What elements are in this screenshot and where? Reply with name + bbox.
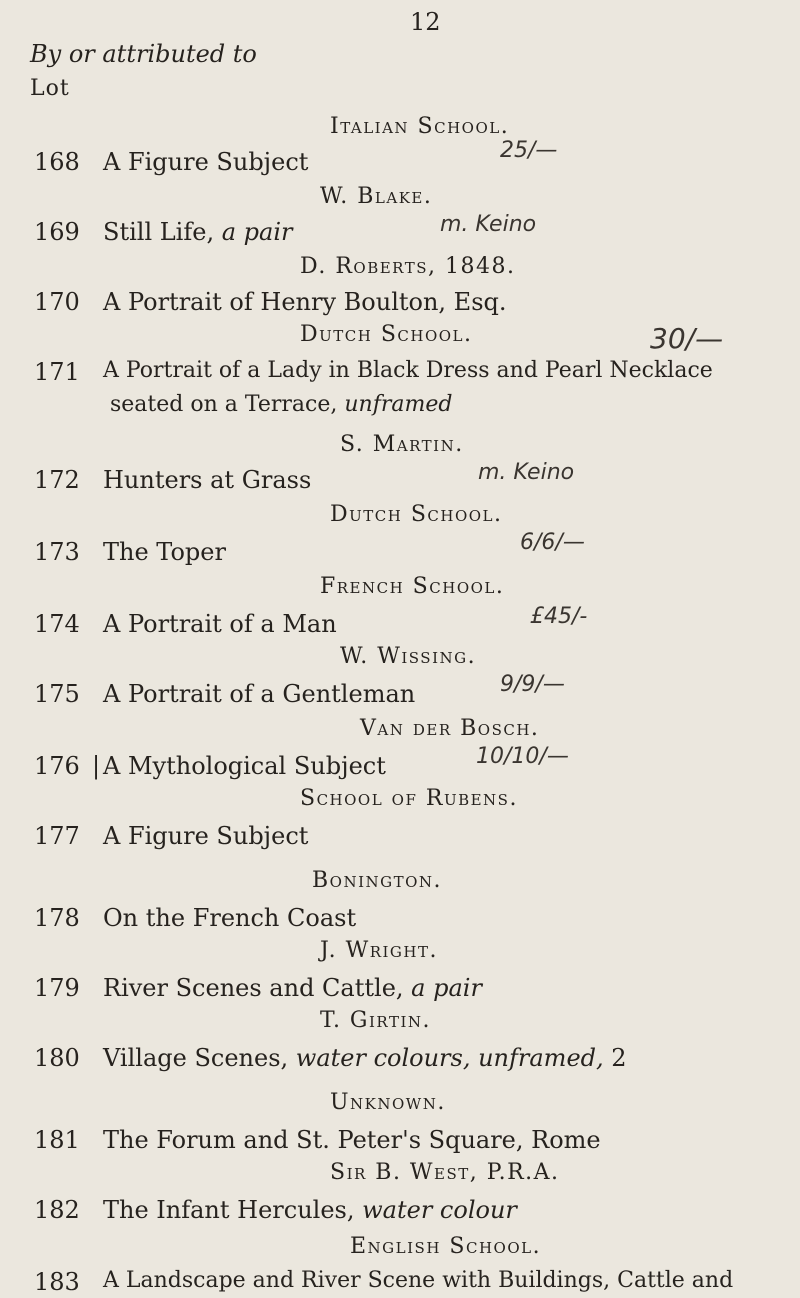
lot-description: A Portrait of a Gentleman (103, 680, 416, 708)
handwritten-price: 25/— (500, 138, 558, 163)
lot-description: On the French Coast (103, 904, 357, 932)
section-header: By or attributed to (30, 40, 257, 68)
artist-name: Van der Bosch. (360, 716, 540, 741)
lot-number: 169 (34, 218, 80, 246)
lot-number: 181 (34, 1126, 80, 1154)
lot-column-header: Lot (30, 76, 70, 101)
lot-description: A Portrait of a Lady in Black Dress and Pearl Necklace (103, 358, 713, 383)
artist-name: English School. (350, 1234, 542, 1259)
artist-name: W. Blake. (320, 184, 433, 209)
lot-description: The Infant Hercules, water colour (103, 1196, 517, 1224)
lot-number: 175 (34, 680, 80, 708)
lot-description: A Mythological Subject (103, 752, 386, 780)
handwritten-price: 10/10/— (476, 744, 569, 769)
artist-name: W. Wissing. (340, 644, 477, 669)
lot-description: A Landscape and River Scene with Buildings, Cattle and (103, 1268, 734, 1293)
lot-description: A Portrait of a Man (103, 610, 337, 638)
handwritten-price: 30/— (650, 322, 724, 355)
lot-number: 172 (34, 466, 80, 494)
artist-name: D. Roberts, 1848. (300, 254, 516, 279)
lot-number: 180 (34, 1044, 80, 1072)
lot-number: 176 (34, 752, 80, 780)
lot-description: A Portrait of Henry Boulton, Esq. (103, 288, 507, 316)
lot-description: Still Life, a pair (103, 218, 293, 246)
lot-description: A Figure Subject (103, 822, 309, 850)
lot-description: Hunters at Grass (103, 466, 312, 494)
lot-number: 177 (34, 822, 80, 850)
artist-name: Dutch School. (300, 322, 473, 347)
lot-description: Village Scenes, water colours, unframed, 2 (103, 1044, 627, 1072)
handwritten-price: m. Keino (440, 212, 537, 237)
lot-number: 173 (34, 538, 80, 566)
artist-name: S. Martin. (340, 432, 464, 457)
artist-name: Bonington. (312, 868, 443, 893)
lot-description-continued: seated on a Terrace, unframed (110, 392, 453, 417)
lot-number: 179 (34, 974, 80, 1002)
lot-number: 174 (34, 610, 80, 638)
artist-name: French School. (320, 574, 505, 599)
lot-description: The Toper (103, 538, 226, 566)
lot-number: 183 (34, 1268, 80, 1296)
lot-number: 171 (34, 358, 80, 386)
handwritten-price: £45/- (530, 604, 588, 629)
artist-name: Unknown. (330, 1090, 446, 1115)
artist-name: Sir B. West, P.R.A. (330, 1160, 560, 1185)
artist-name: T. Girtin. (320, 1008, 432, 1033)
lot-number: 182 (34, 1196, 80, 1224)
lot-description: The Forum and St. Peter's Square, Rome (103, 1126, 601, 1154)
artist-name: School of Rubens. (300, 786, 518, 811)
artist-name: J. Wright. (320, 938, 438, 963)
handwritten-price: m. Keino (478, 460, 575, 485)
artist-name: Italian School. (330, 114, 510, 139)
lot-description: River Scenes and Cattle, a pair (103, 974, 482, 1002)
lot-description: A Figure Subject (103, 148, 309, 176)
artist-name: Dutch School. (330, 502, 503, 527)
lot-number: 178 (34, 904, 80, 932)
handwritten-price: 9/9/— (500, 672, 565, 697)
bracket-mark: | (92, 752, 101, 780)
lot-number: 168 (34, 148, 80, 176)
page-number: 12 (410, 8, 441, 36)
handwritten-price: 6/6/— (520, 530, 585, 555)
lot-number: 170 (34, 288, 80, 316)
